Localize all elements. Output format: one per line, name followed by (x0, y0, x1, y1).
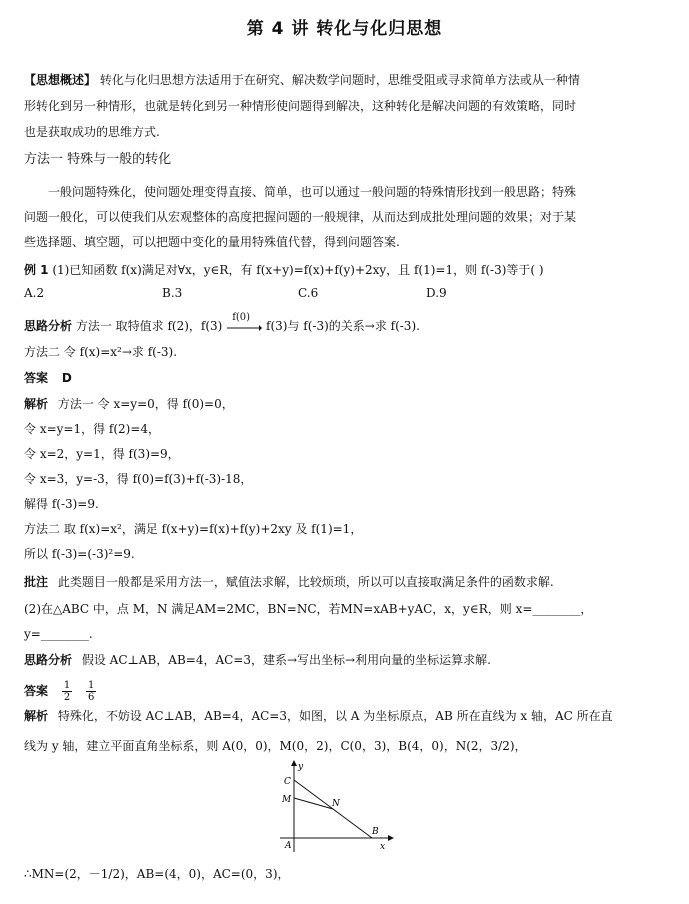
x-numerator: 1 (63, 680, 71, 691)
coordinate-figure (270, 760, 400, 856)
solution2-line-3: ∴MN=(2，－1/2)，AB=(4，0)，AC=(0，3)， (24, 867, 290, 881)
solution1-line-6: 方法二 取 f(x)=x²，满足 f(x+y)=f(x)+f(y)+2xy 及 f(1)=1， (24, 522, 363, 536)
note1-line (24, 574, 671, 590)
solution2-line-1 (24, 708, 671, 724)
arrow-label: f(0) (232, 311, 251, 323)
solution1-text-1: 方法一 令 x=y=0，得 f(0)=0， (57, 397, 234, 411)
label-y: y (298, 762, 304, 772)
overview-text-1: 转化与化归思想方法适用于在研究、解决数学问题时，思维受阻或寻求简单方法或从一种情 (99, 73, 580, 87)
analysis2-label: 思路分析 (24, 653, 73, 667)
y-numerator: 1 (88, 680, 95, 691)
answer2-label: 答案 (24, 684, 49, 698)
label-x: x (380, 842, 386, 852)
analysis2-line (24, 652, 671, 668)
x-denominator: 2 (63, 692, 71, 703)
note1-text: 此类题目一般都是采用方法一，赋值法求解，比较烦琐，所以可以直接取满足条件的函数求解. (57, 575, 554, 589)
method1-paragraph-line-2: 问题一般化，可以使我们从宏观整体的高度把握问题的一般规律，从而达到成批处理问题的效果；对于某 (24, 210, 577, 224)
solution1-line-5: 解得 f(-3)=9. (24, 497, 99, 511)
page-title: 第 4 讲 转化与化归思想 (246, 19, 443, 39)
label-m: M (282, 795, 292, 805)
example2-question-line-2: y=________. (24, 627, 93, 641)
overview-line-2: 形转化到另一种情形，也就是转化到另一种情形使问题得到解决，这种转化是解决问题的有效策略，同时 (24, 99, 577, 113)
analysis1-method1: 方法一 取特值求 f(2)，f(3) (75, 319, 223, 333)
solution1-line-7: 所以 f(-3)=(-3)²=9. (24, 547, 135, 561)
solution1-line-2: 令 x=y=1，得 f(2)=4， (24, 422, 161, 436)
overview-label: 【思想概述】 (24, 73, 97, 87)
analysis2-text: 假设 AC⊥AB，AB=4，AC=3，建系→写出坐标→利用向量的坐标运算求解. (81, 653, 491, 667)
answer1-value: D (61, 371, 72, 385)
solution1-line-1 (24, 396, 671, 412)
answer1-line (24, 370, 671, 386)
note1-label: 批注 (24, 575, 49, 589)
solution2-label: 解析 (24, 709, 49, 723)
method1-paragraph-line-1: 一般问题特殊化，使问题处理变得直接、简单，也可以通过一般问题的特殊情形找到一般思路；特殊 (48, 185, 577, 199)
x-axis-arrow-icon (388, 835, 394, 841)
example2-question-line-1: (2)在△ABC 中，点 M，N 满足AM=2MC，BN=NC，若MN=xAB+yAC，x，y∈R，则 x=________， (24, 602, 593, 616)
option-a: A.2 (24, 286, 45, 300)
analysis1-method1-tail: f(3)与 f(-3)的关系→求 f(-3). (266, 319, 420, 333)
arrow-icon (226, 320, 262, 334)
overview-line-3: 也是获取成功的思维方式. (24, 125, 160, 139)
solution1-line-4: 令 x=3，y=-3，得 f(0)=f(3)+f(-3)-18， (24, 472, 253, 486)
answer2-x-fraction (62, 680, 72, 703)
option-d: D.9 (426, 286, 447, 300)
method1-heading: 方法一 特殊与一般的转化 (24, 152, 172, 167)
overview-line-1 (24, 72, 671, 88)
y-axis-arrow-icon (291, 760, 297, 766)
option-b: B.3 (162, 286, 183, 300)
example1-label: 例 1 (24, 263, 49, 277)
answer2-y-fraction (86, 680, 96, 703)
solution1-line-3: 令 x=2，y=1，得 f(3)=9， (24, 447, 180, 461)
label-a: A (285, 841, 292, 851)
solution2-text-1: 特殊化，不妨设 AC⊥AB，AB=4，AC=3，如图，以 A 为坐标原点，AB 所在直线为 x 轴，AC 所在直 (57, 709, 613, 723)
solution2-line-2: 线为 y 轴，建立平面直角坐标系，则 A(0，0)，M(0，2)，C(0，3)，B(4，0)，N(2，3/2)， (24, 739, 527, 753)
analysis1-method2: 方法二 令 f(x)=x²→求 f(-3). (24, 345, 178, 359)
example1-text: (1)已知函数 f(x)满足对∀x，y∈R，有 f(x+y)=f(x)+f(y)+2xy，且 f(1)=1，则 f(-3)等于( ) (52, 263, 544, 277)
transform-arrow (226, 311, 262, 334)
label-c: C (284, 777, 291, 787)
option-c: C.6 (298, 286, 319, 300)
label-b: B (372, 827, 379, 837)
method1-paragraph-line-3: 些选择题、填空题，可以把题中变化的量用特殊值代替，得到问题答案. (24, 235, 400, 249)
label-n: N (332, 799, 340, 809)
analysis1-label: 思路分析 (24, 319, 73, 333)
y-denominator: 6 (88, 692, 95, 703)
example1-question (24, 262, 671, 278)
analysis1-line-1 (24, 311, 671, 334)
segment-mn (294, 798, 333, 809)
answer1-label: 答案 (24, 371, 49, 385)
answer2-line (24, 680, 671, 706)
solution1-label: 解析 (24, 397, 49, 411)
